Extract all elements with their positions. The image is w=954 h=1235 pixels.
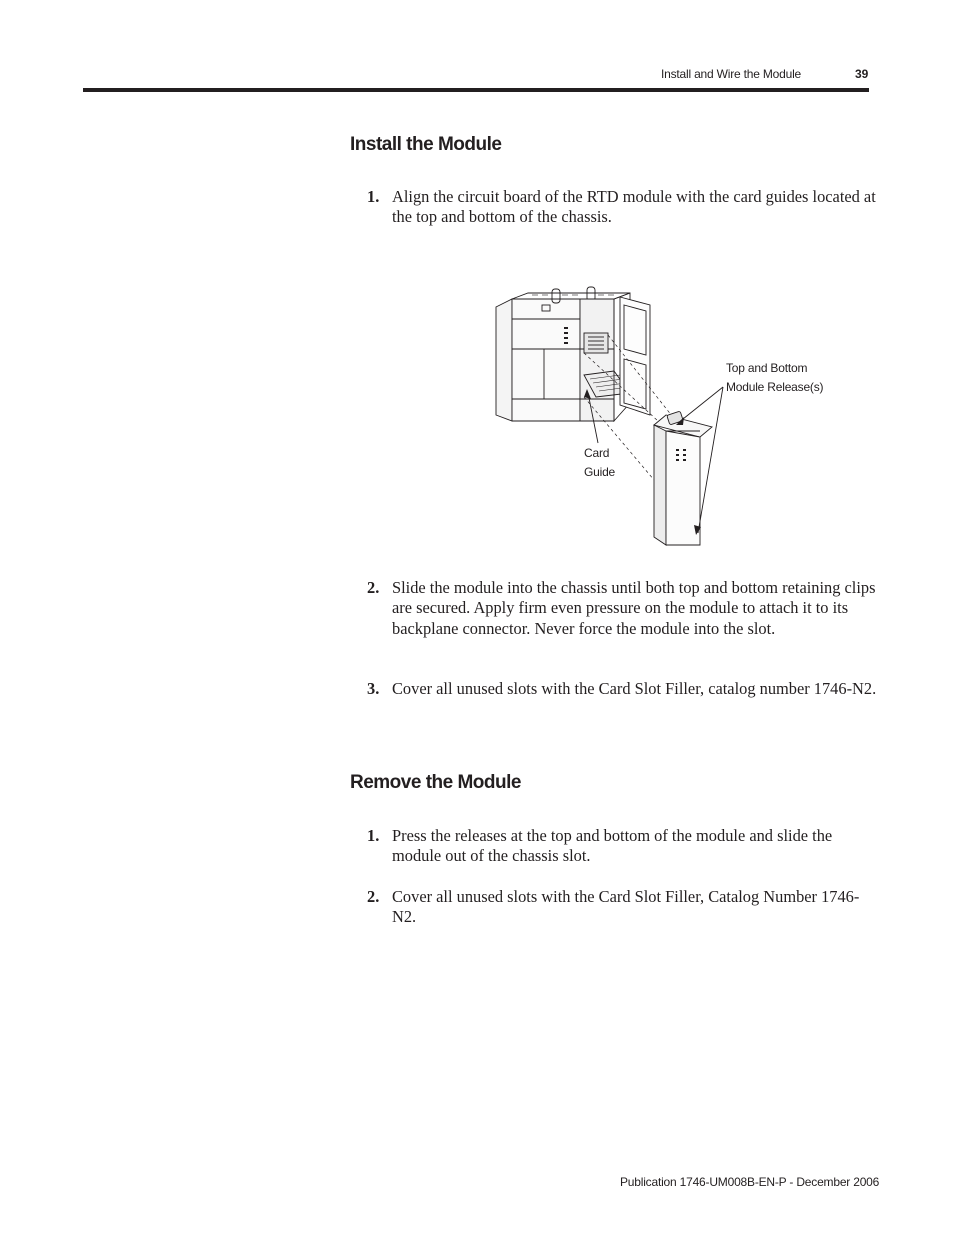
heading-remove-module: Remove the Module	[350, 772, 521, 793]
step-number: 1.	[367, 187, 380, 206]
heading-install-module: Install the Module	[350, 134, 502, 155]
step-text: Cover all unused slots with the Card Slot Filler, Catalog Number 1746-N2.	[392, 887, 860, 927]
step-number: 2.	[367, 887, 380, 906]
publication-footer: Publication 1746-UM008B-EN-P - December 2006	[620, 1175, 880, 1189]
running-header-title: Install and Wire the Module	[661, 67, 802, 81]
module-install-figure	[480, 275, 840, 555]
page-number: 39	[855, 67, 869, 81]
step-number: 3.	[367, 679, 380, 698]
step-text: Slide the module into the chassis until both top and bottom retaining clips are secured. Apply firm even pressure on the module to attach it to its backplane connector. Never force the module into the slot.	[392, 578, 876, 638]
step-text: Align the circuit board of the RTD module with the card guides located at the top and bottom of the chassis.	[392, 187, 876, 227]
step-text: Cover all unused slots with the Card Slot Filler, catalog number 1746-N2.	[392, 679, 877, 698]
figure-label-card-guide: Card Guide	[584, 446, 616, 479]
step-text: Press the releases at the top and bottom of the module and slide the module out of the chassis slot.	[392, 826, 833, 866]
header-rule	[83, 88, 869, 92]
chassis-illustration	[480, 275, 840, 555]
step-number: 2.	[367, 578, 380, 597]
step-number: 1.	[367, 826, 380, 845]
figure-label-module-release: Top and Bottom Module Release(s)	[726, 361, 824, 394]
